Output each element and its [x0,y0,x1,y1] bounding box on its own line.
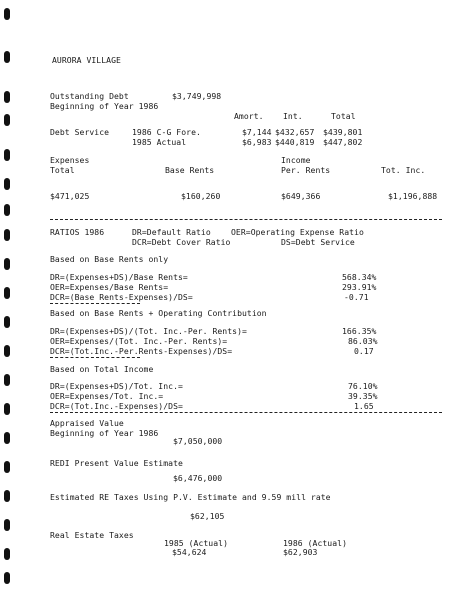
ratio-formula: OER=Expenses/Base Rents= [50,282,169,292]
int-header: Int. [283,111,303,121]
debt-row-amort: $6,983 [242,137,272,147]
binder-hole [4,432,10,444]
binder-hole [4,114,10,126]
binder-hole [4,345,10,357]
re-taxes-1985-label: 1985 (Actual) [164,538,228,548]
ratio-formula: OER=Expenses/(Tot. Inc.-Per. Rents)= [50,336,228,346]
dr-definition: DR=Default Ratio [132,227,211,237]
binder-hole [4,91,10,103]
ratio-formula: DCR=(Tot.Inc.-Expenses)/DS= [50,401,183,411]
oer-definition: OER=Operating Expense Ratio [231,227,364,237]
debt-row-total: $439,801 [323,127,363,137]
base-rents-value: $160,260 [181,191,221,201]
dcr-definition: DCR=Debt Cover Ratio [132,237,231,247]
outstanding-debt-label: Outstanding Debt [50,91,129,101]
binder-hole [4,519,10,531]
ratio-value: 293.91% [342,282,377,292]
ratio-formula: DCR=(Tot.Inc.-Per.Rents-Expenses)/DS= [50,346,233,356]
ds-definition: DS=Debt Service [281,237,355,247]
ratio-formula: DR=(Expenses+DS)/(Tot. Inc.-Per. Rents)= [50,326,247,336]
outstanding-debt-value: $3,749,998 [172,91,222,101]
debt-row-int: $440,819 [275,137,315,147]
binder-hole [4,8,10,20]
ratio-section-heading: Based on Base Rents + Operating Contribution [50,308,267,318]
re-taxes-1986-label: 1986 (Actual) [283,538,347,548]
debt-service-label: Debt Service [50,127,110,137]
binder-hole [4,403,10,415]
appraised-value: $7,050,000 [173,436,223,446]
ratio-section-heading: Based on Base Rents only [50,254,169,264]
binder-hole [4,287,10,299]
document-title: AURORA VILLAGE [52,55,121,65]
real-estate-taxes-label: Real Estate Taxes [50,530,134,540]
ratio-value: 166.35% [342,326,377,336]
section-divider [50,219,442,220]
subsection-divider [50,357,140,358]
expenses-header: Expenses [50,155,90,165]
re-taxes-1986-value: $62,903 [283,547,318,557]
re-taxes-1985-value: $54,624 [172,547,207,557]
ratio-value: 0.17 [354,346,374,356]
outstanding-debt-beginning: Beginning of Year 1986 [50,101,159,111]
expenses-total-header: Total [50,165,75,175]
ratio-value: 568.34% [342,272,377,282]
binder-hole [4,316,10,328]
ratio-formula: DR=(Expenses+DS)/Base Rents= [50,272,188,282]
binder-hole [4,229,10,241]
binder-hole [4,204,10,216]
ratio-value: 76.10% [348,381,378,391]
debt-row-label: 1985 Actual [132,137,187,147]
base-rents-header: Base Rents [165,165,215,175]
redi-value: $6,476,000 [173,473,223,483]
income-header: Income [281,155,311,165]
appraised-beginning: Beginning of Year 1986 [50,428,159,438]
debt-row-label: 1986 C-G Fore. [132,127,201,137]
debt-row-total: $447,802 [323,137,363,147]
binder-holes [0,0,14,599]
binder-hole [4,51,10,63]
debt-row-amort: $7,144 [242,127,272,137]
binder-hole [4,374,10,386]
ratio-section-heading: Based on Total Income [50,364,154,374]
amort-header: Amort. [234,111,264,121]
ratio-formula: OER=Expenses/Tot. Inc.= [50,391,164,401]
total-header: Total [331,111,356,121]
appraised-label: Appraised Value [50,418,124,428]
redi-label: REDI Present Value Estimate [50,458,183,468]
binder-hole [4,178,10,190]
binder-hole [4,548,10,560]
ratio-value: 39.35% [348,391,378,401]
binder-hole [4,149,10,161]
tot-inc-value: $1,196,888 [388,191,438,201]
ratios-title: RATIOS 1986 [50,227,105,237]
binder-hole [4,258,10,270]
section-divider [50,412,442,413]
per-rents-header: Per. Rents [281,165,331,175]
binder-hole [4,572,10,584]
ratio-formula: DR=(Expenses+DS)/Tot. Inc.= [50,381,183,391]
ratio-value: 1.65 [354,401,374,411]
expenses-total-value: $471,025 [50,191,90,201]
ratio-value: -0.71 [344,292,369,302]
re-taxes-estimate-value: $62,105 [190,511,225,521]
debt-row-int: $432,657 [275,127,315,137]
per-rents-value: $649,366 [281,191,321,201]
ratio-formula: DCR=(Base Rents-Expenses)/DS= [50,292,193,302]
binder-hole [4,490,10,502]
tot-inc-header: Tot. Inc. [381,165,426,175]
re-taxes-estimate-label: Estimated RE Taxes Using P.V. Estimate and 9.59 mill rate [50,492,331,502]
subsection-divider [50,303,140,304]
ratio-value: 86.03% [348,336,378,346]
binder-hole [4,461,10,473]
